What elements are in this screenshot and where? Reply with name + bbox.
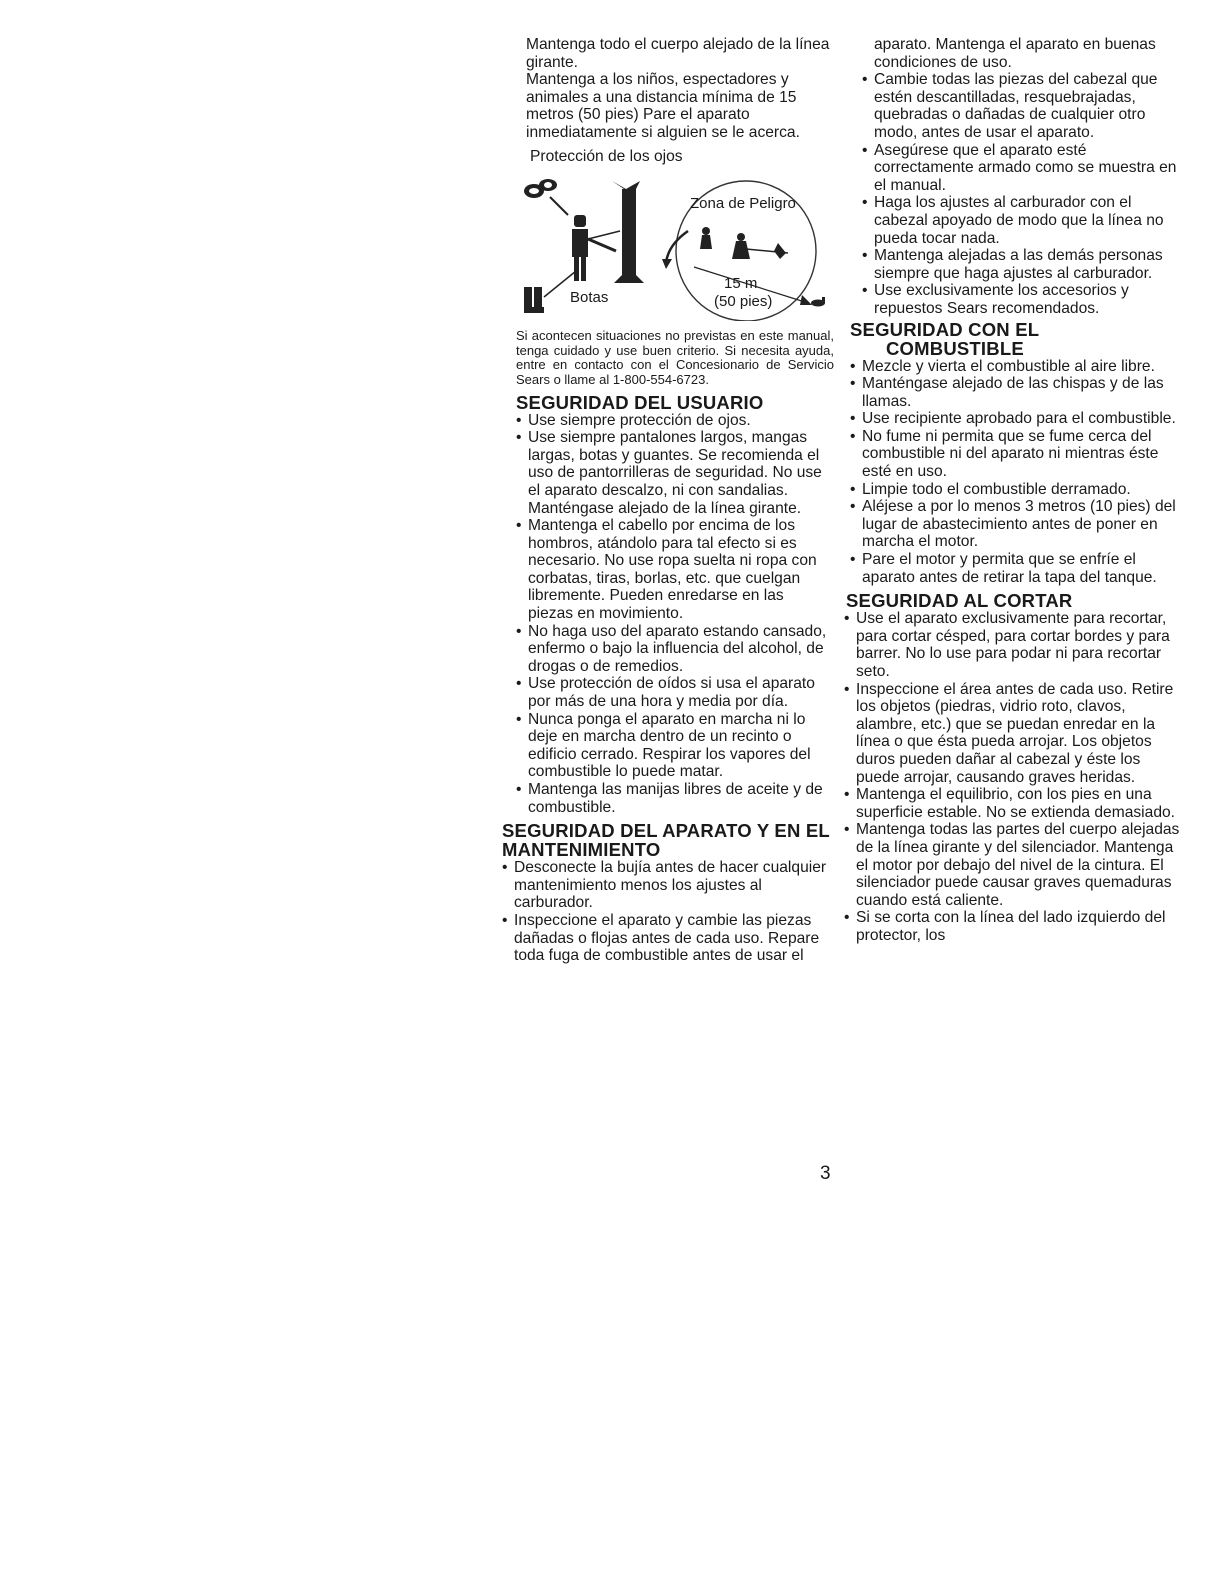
list-item: • Inspeccione el área antes de cada uso. Retire los objetos (piedras, vidrio roto, clavos, alambre, etc.) que se puedan enredar en la línea o que ésta pueda arrojar. Los objetos duros pueden dañar al cabezal y éste los puede arrojar, causando graves heridas. — [844, 681, 1180, 787]
list-item: • No haga uso del aparato estando cansado, enfermo o bajo la influencia del alcohol, de drogas o de remedios. — [516, 623, 832, 676]
list-item: • Nunca ponga el aparato en marcha ni lo deje en marcha dentro de un recinto o edificio cerrado. Respirar los vapores del combustible lo puede matar. — [516, 711, 832, 781]
list-item: • Mantenga el equilibrio, con los pies en una superficie estable. No se extienda demasiado. — [844, 786, 1180, 821]
list-item: • No fume ni permita que se fume cerca del combustible ni del aparato ni mientras éste esté en uso. — [850, 428, 1180, 481]
cutting-safety-list — [844, 610, 1180, 944]
unforeseen-situations-notice: Si acontecen situaciones no previstas en este manual, tenga cuidado y use buen criterio. Si necesita ayuda, entre en contacto con el Concesionario de Servicio Sears o llame al 1-800-554-6723. — [516, 328, 834, 387]
list-item: • Use el aparato exclusivamente para recortar, para cortar césped, para cortar bordes y para barrer. No lo use para podar ni para recortar seto. — [844, 610, 1180, 680]
left-column — [502, 36, 832, 965]
list-item: • Use protección de oídos si usa el aparato por más de una hora y media por día. — [516, 675, 832, 710]
maintenance-safety-list — [502, 859, 832, 965]
page-number: 3 — [820, 1163, 831, 1184]
goggles-icon — [524, 179, 568, 215]
list-item: • Mantenga alejadas a las demás personas siempre que haga ajustes al carburador. — [862, 247, 1180, 282]
section-heading: SEGURIDAD CON EL — [850, 318, 1040, 340]
right-column — [846, 36, 1180, 945]
boots-label: Botas — [570, 289, 609, 307]
list-item: • Use recipiente aprobado para el combustible. — [850, 410, 1180, 428]
section-heading: SEGURIDAD DEL USUARIO — [516, 391, 764, 413]
intro-paragraph: Mantenga todo el cuerpo alejado de la línea girante. — [526, 36, 830, 71]
operator-icon — [572, 215, 620, 281]
list-item: • Limpie todo el combustible derramado. — [850, 481, 1180, 499]
list-item: • Mantenga todas las partes del cuerpo alejadas de la línea girante y del silenciador. Mantenga el motor por debajo del nivel de la cintura. El silenciador puede causar graves quemaduras cuando está caliente. — [844, 821, 1180, 909]
list-item: • Si se corta con la línea del lado izquierdo del protector, los — [844, 909, 1180, 944]
figure-caption: Protección de los ojos — [530, 147, 683, 165]
danger-zone-label: Zona de Peligro — [690, 195, 796, 213]
fuel-safety-list — [850, 358, 1180, 587]
distance-meters-label: 15 m — [724, 275, 758, 293]
distance-feet-label: (50 pies) — [714, 293, 773, 311]
list-item: • Mantenga el cabello por encima de los hombros, atándolo para tal efecto si es necesario. No use ropa suelta ni ropa con corbatas, tiras, borlas, etc. que cuelgan libremente. Pueden enredarse en las piezas en movimiento. — [516, 517, 832, 623]
list-item: • Manténgase alejado de las chispas y de las llamas. — [850, 375, 1180, 410]
list-item: • Mantenga las manijas libres de aceite y de combustible. — [516, 781, 832, 816]
section-heading: SEGURIDAD DEL APARATO Y EN EL MANTENIMIENTO — [502, 820, 830, 861]
bystander-icon — [700, 227, 788, 259]
section-heading: SEGURIDAD AL CORTAR — [846, 590, 1073, 612]
list-item: • Desconecte la bujía antes de hacer cualquier mantenimiento menos los ajustes al carburador. — [502, 859, 832, 912]
list-item: • Use siempre pantalones largos, mangas largas, botas y guantes. Se recomienda el uso de pantorrilleras de seguridad. No use el aparato descalzo, ni con sandalias. Manténgase alejado de la línea girante. — [516, 429, 832, 517]
danger-zone-illustration — [516, 171, 836, 321]
list-item: • Asegúrese que el aparato esté correctamente armado como se muestra en el manual. — [862, 142, 1180, 195]
list-item: • Aléjese a por lo menos 3 metros (10 pies) del lugar de abastecimiento antes de poner en marcha el motor. — [850, 498, 1180, 551]
user-safety-list — [516, 412, 832, 817]
danger-zone-figure — [516, 171, 836, 321]
list-item: • Use exclusivamente los accesorios y repuestos Sears recomendados. — [862, 282, 1180, 317]
dog-icon — [811, 297, 825, 307]
intro-paragraph: Mantenga a los niños, espectadores y animales a una distancia mínima de 15 metros (50 pies) Pare el aparato inmediatamente si alguien se le acerca. — [526, 71, 800, 141]
list-item: • Haga los ajustes al carburador con el cabezal apoyado de modo que la línea no pueda tocar nada. — [862, 194, 1180, 247]
list-item: • Mezcle y vierta el combustible al aire libre. — [850, 358, 1180, 376]
list-item: • Use siempre protección de ojos. — [516, 412, 832, 430]
boots-icon — [524, 271, 576, 313]
list-item: • Pare el motor y permita que se enfríe el aparato antes de retirar la tapa del tanque. — [850, 551, 1180, 586]
equipment-safety-list — [862, 71, 1180, 317]
continuation-text: aparato. Mantenga el aparato en buenas condiciones de uso. — [874, 36, 1156, 71]
list-item: • Cambie todas las piezas del cabezal que estén descantilladas, resquebrajadas, quebradas o dañadas de cualquier otro modo, antes de usar el aparato. — [862, 71, 1180, 141]
section-heading-continued: COMBUSTIBLE — [886, 337, 1024, 359]
intro — [502, 36, 832, 142]
list-item: • Inspeccione el aparato y cambie las piezas dañadas o flojas antes de cada uso. Repare toda fuga de combustible antes de usar el — [502, 912, 832, 965]
